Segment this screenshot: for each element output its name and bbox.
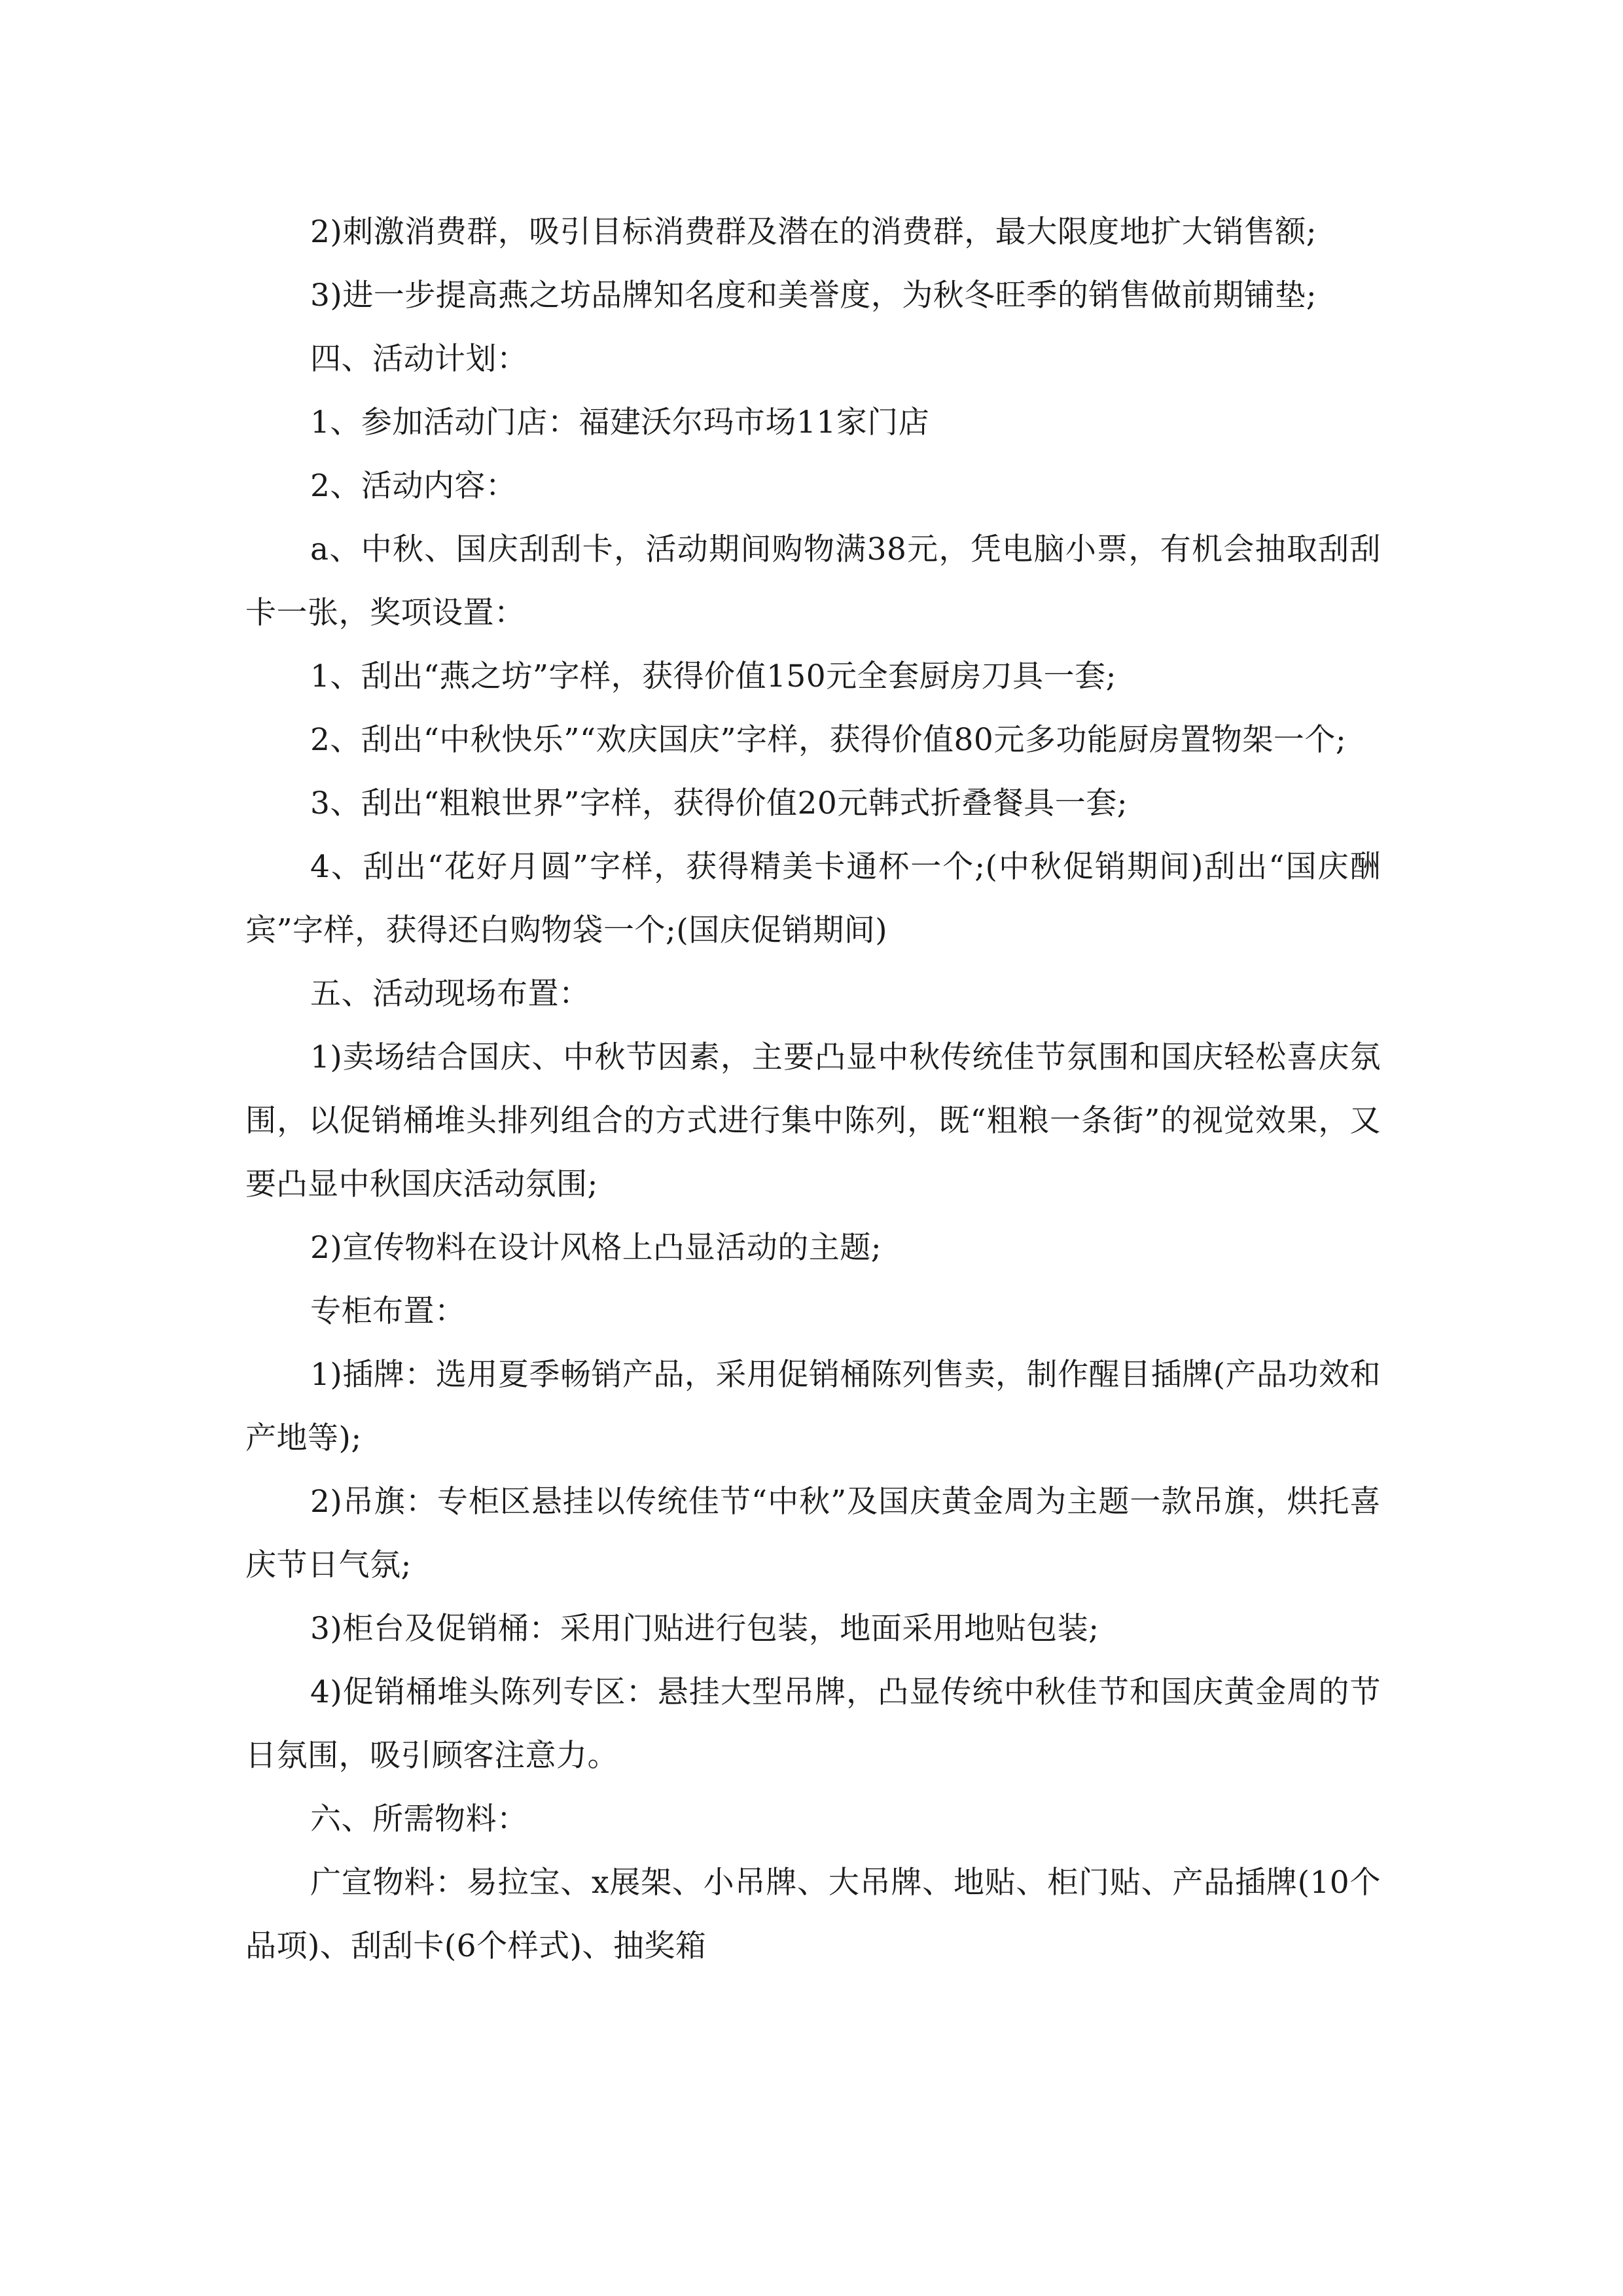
paragraph-prize-4: 4、刮出“花好月圆”字样，获得精美卡通杯一个;(中秋促销期间)刮出“国庆酬宾”字样，获得还白购物袋一个;(国庆促销期间) (245, 849, 1381, 948)
heading-counter-layout: 专柜布置： (310, 1293, 466, 1329)
paragraph-counter-3: 3)柜台及促销桶：采用门贴进行包装，地面采用地贴包装; (310, 1611, 1099, 1647)
paragraph-prize-3: 3、刮出“粗粮世界”字样，获得价值20元韩式折叠餐具一套; (310, 785, 1128, 821)
document-page (245, 200, 1381, 1978)
paragraph-counter-4: 4)促销桶堆头陈列专区：悬挂大型吊牌，凸显传统中秋佳节和国庆黄金周的节日氛围，吸引顾客注意力。 (245, 1674, 1381, 1774)
paragraph-layout-2: 2)宣传物料在设计风格上凸显活动的主题; (310, 1230, 882, 1266)
paragraph-scratch-card: a、中秋、国庆刮刮卡，活动期间购物满38元，凭电脑小票，有机会抽取刮刮卡一张，奖项设置： (245, 531, 1381, 631)
paragraph-activity-content: 2、活动内容： (310, 468, 517, 504)
heading-materials: 六、所需物料： (310, 1801, 528, 1837)
paragraph-goal-2: 2)刺激消费群，吸引目标消费群及潜在的消费群，最大限度地扩大销售额; (310, 214, 1317, 250)
paragraph-materials-list: 广宣物料：易拉宝、x展架、小吊牌、大吊牌、地贴、柜门贴、产品插牌(10个品项)、刮刮卡(6个样式)、抽奖箱 (245, 1865, 1381, 1964)
heading-site-layout: 五、活动现场布置： (310, 976, 590, 1012)
paragraph-goal-3: 3)进一步提高燕之坊品牌知名度和美誉度，为秋冬旺季的销售做前期铺垫; (310, 278, 1317, 314)
paragraph-layout-1: 1)卖场结合国庆、中秋节因素，主要凸显中秋传统佳节氛围和国庆轻松喜庆氛围，以促销桶堆头排列组合的方式进行集中陈列，既“粗粮一条街”的视觉效果，又要凸显中秋国庆活动氛围; (245, 1039, 1381, 1202)
paragraph-prize-1: 1、刮出“燕之坊”字样，获得价值150元全套厨房刀具一套; (310, 658, 1117, 694)
paragraph-stores: 1、参加活动门店：福建沃尔玛市场11家门店 (310, 404, 930, 440)
paragraph-counter-2: 2)吊旗：专柜区悬挂以传统佳节“中秋”及国庆黄金周为主题一款吊旗，烘托喜庆节日气氛; (245, 1484, 1381, 1583)
paragraph-counter-1: 1)插牌：选用夏季畅销产品，采用促销桶陈列售卖，制作醒目插牌(产品功效和产地等); (245, 1357, 1381, 1456)
heading-activity-plan: 四、活动计划： (310, 341, 528, 377)
paragraph-prize-2: 2、刮出“中秋快乐”“欢庆国庆”字样，获得价值80元多功能厨房置物架一个; (310, 722, 1347, 758)
